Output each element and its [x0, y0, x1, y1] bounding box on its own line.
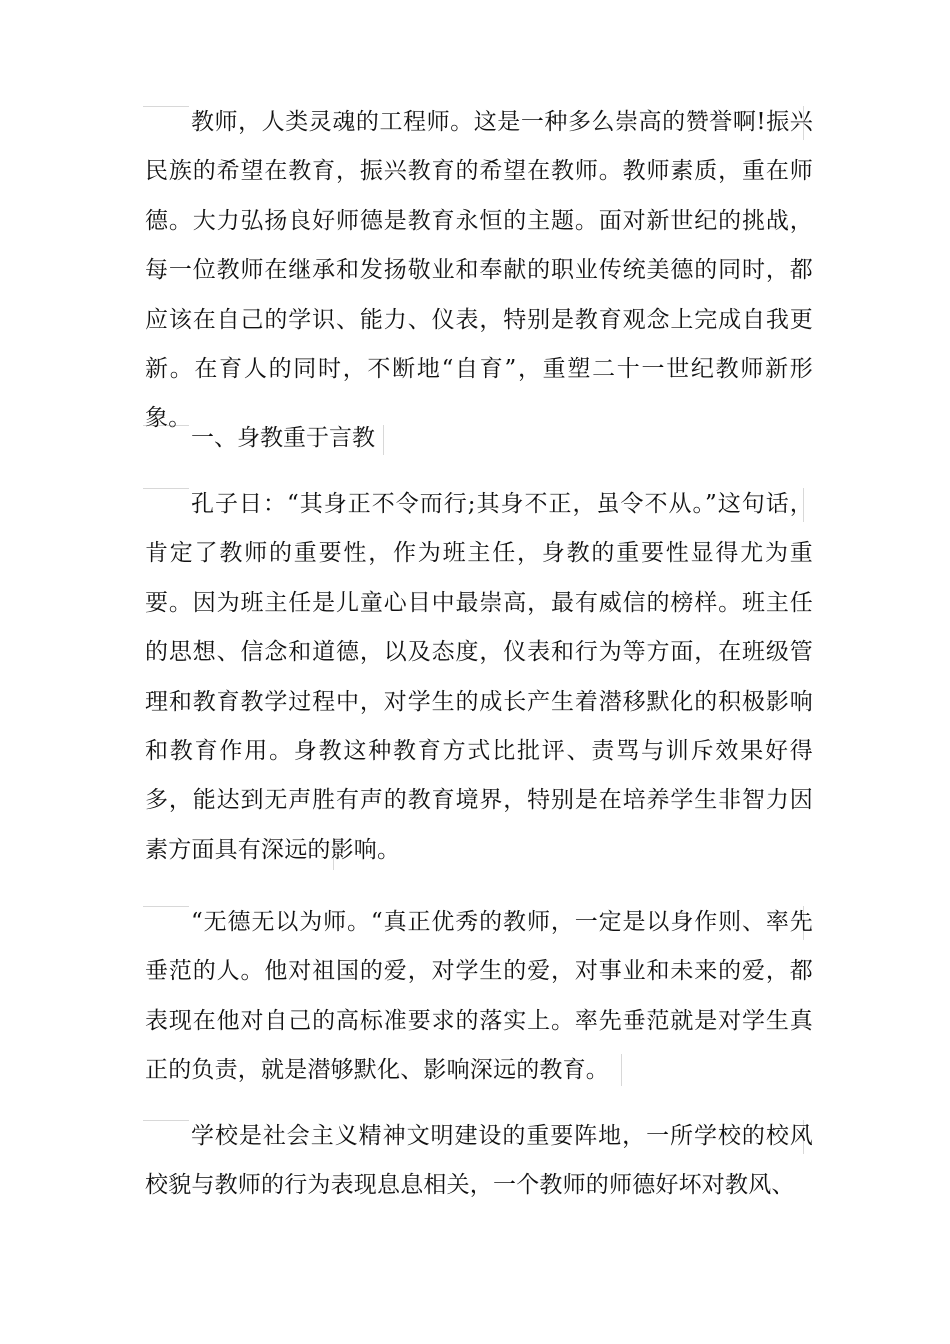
paragraph-confucius: 孔子日：“其身正不令而行;其身不正，虽令不从。”这句话，肯定了教师的重要性，作为班主任，身教的重要性显得尤为重要。因为班主任是儿童心目中最崇高，最有威信的榜样。班主任的思想、信念和道德，以及态度，仪表和行为等方面，在班级管理和教育教学过程中，对学生的成长产生着潜移默化的积极影响和教育作用。身教这种教育方式比批评、责骂与训斥效果好得多，能达到无声胜有声的教育境界，特别是在培养学生非智力因素方面具有深远的影响。 — [145, 491, 813, 863]
paragraph-virtue: “无德无以为师。“真正优秀的教师，一定是以身作则、率先垂范的人。他对祖国的爱，对学生的爱，对事业和未来的爱，都表现在他对自己的高标准要求的落实上。率先垂范就是对学生真正的负责，就是潜够默化、影响深远的教育。 — [145, 909, 813, 1084]
section-heading: 一、身教重于言教 — [191, 425, 375, 451]
paragraph-intro: 教师，人类灵魂的工程师。这是一种多么崇高的赞誉啊!振兴民族的希望在教育，振兴教育的希望在教师。教师素质，重在师德。大力弘扬良好师德是教育永恒的主题。面对新世纪的挑战，每一位教师在继承和发扬敬业和奉献的职业传统美德的同时，都应该在自己的学识、能力、仪表，特别是教育观念上完成自我更新。在育人的同时，不断地“自育”，重塑二十一世纪教师新形象。 — [145, 109, 813, 432]
paragraph-school: 学校是社会主义精神文明建设的重要阵地，一所学校的校风校貌与教师的行为表现息息相关，一个教师的师德好坏对教风、 — [145, 1123, 813, 1199]
